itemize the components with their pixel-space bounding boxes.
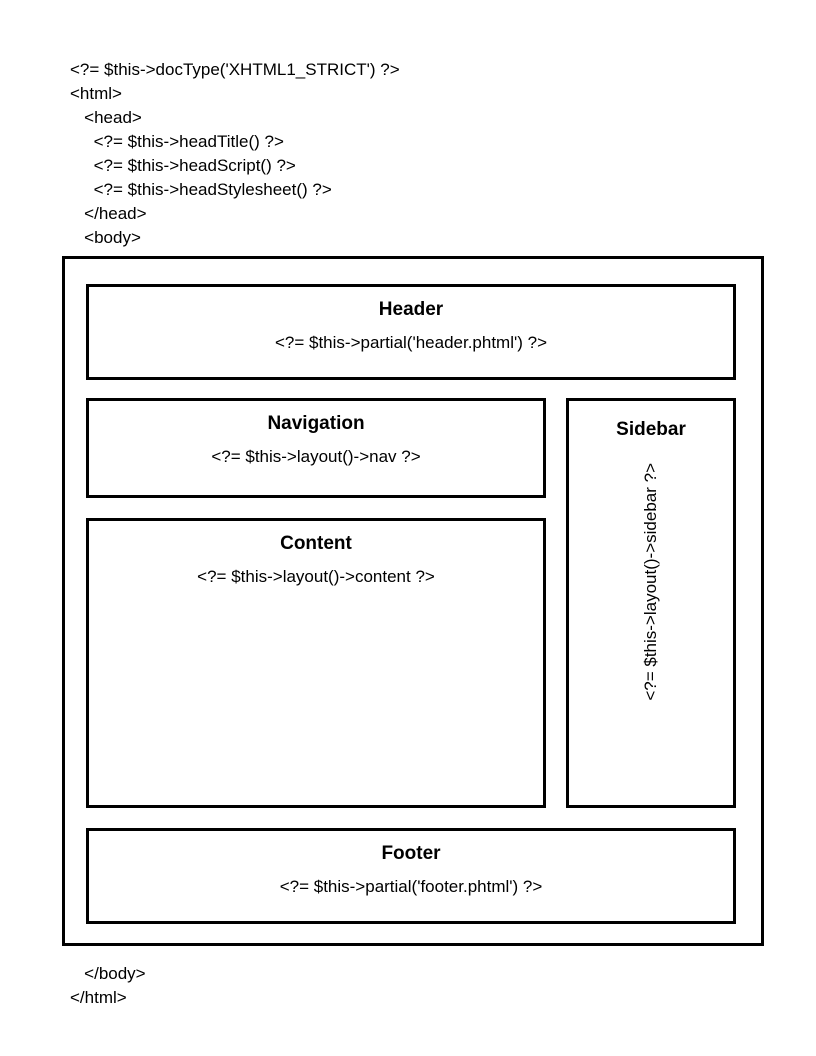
header-block-code: <?= $this->partial('header.phtml') ?> bbox=[274, 333, 548, 352]
code-block-after bbox=[70, 962, 146, 1010]
code-line: </body> bbox=[70, 964, 146, 983]
code-line: <?= $this->headStylesheet() ?> bbox=[70, 180, 332, 199]
content-block-code: <?= $this->layout()->content ?> bbox=[197, 567, 435, 586]
code-line: <body> bbox=[70, 228, 141, 247]
footer-block-code: <?= $this->partial('footer.phtml') ?> bbox=[279, 877, 543, 896]
code-line: </head> bbox=[70, 204, 147, 223]
header-block-title: Header bbox=[378, 299, 444, 320]
sidebar-block-title: Sidebar bbox=[616, 419, 686, 440]
sidebar-block-code: <?= $this->layout()->sidebar ?> bbox=[641, 463, 660, 701]
header-block bbox=[86, 284, 736, 380]
navigation-block-title: Navigation bbox=[267, 413, 365, 434]
code-line: <?= $this->docType('XHTML1_STRICT') ?> bbox=[70, 60, 400, 79]
code-line: <?= $this->headTitle() ?> bbox=[70, 132, 284, 151]
navigation-block bbox=[86, 398, 546, 498]
sidebar-block-code-wrapper bbox=[569, 463, 733, 793]
code-line: </html> bbox=[70, 988, 127, 1007]
sidebar-block bbox=[566, 398, 736, 808]
code-line: <html> bbox=[70, 84, 122, 103]
content-block-title: Content bbox=[280, 533, 352, 554]
code-block-before bbox=[70, 58, 400, 250]
footer-block bbox=[86, 828, 736, 924]
code-line: <?= $this->headScript() ?> bbox=[70, 156, 296, 175]
code-line: <head> bbox=[70, 108, 142, 127]
content-block bbox=[86, 518, 546, 808]
navigation-block-code: <?= $this->layout()->nav ?> bbox=[211, 447, 421, 466]
footer-block-title: Footer bbox=[381, 843, 441, 864]
